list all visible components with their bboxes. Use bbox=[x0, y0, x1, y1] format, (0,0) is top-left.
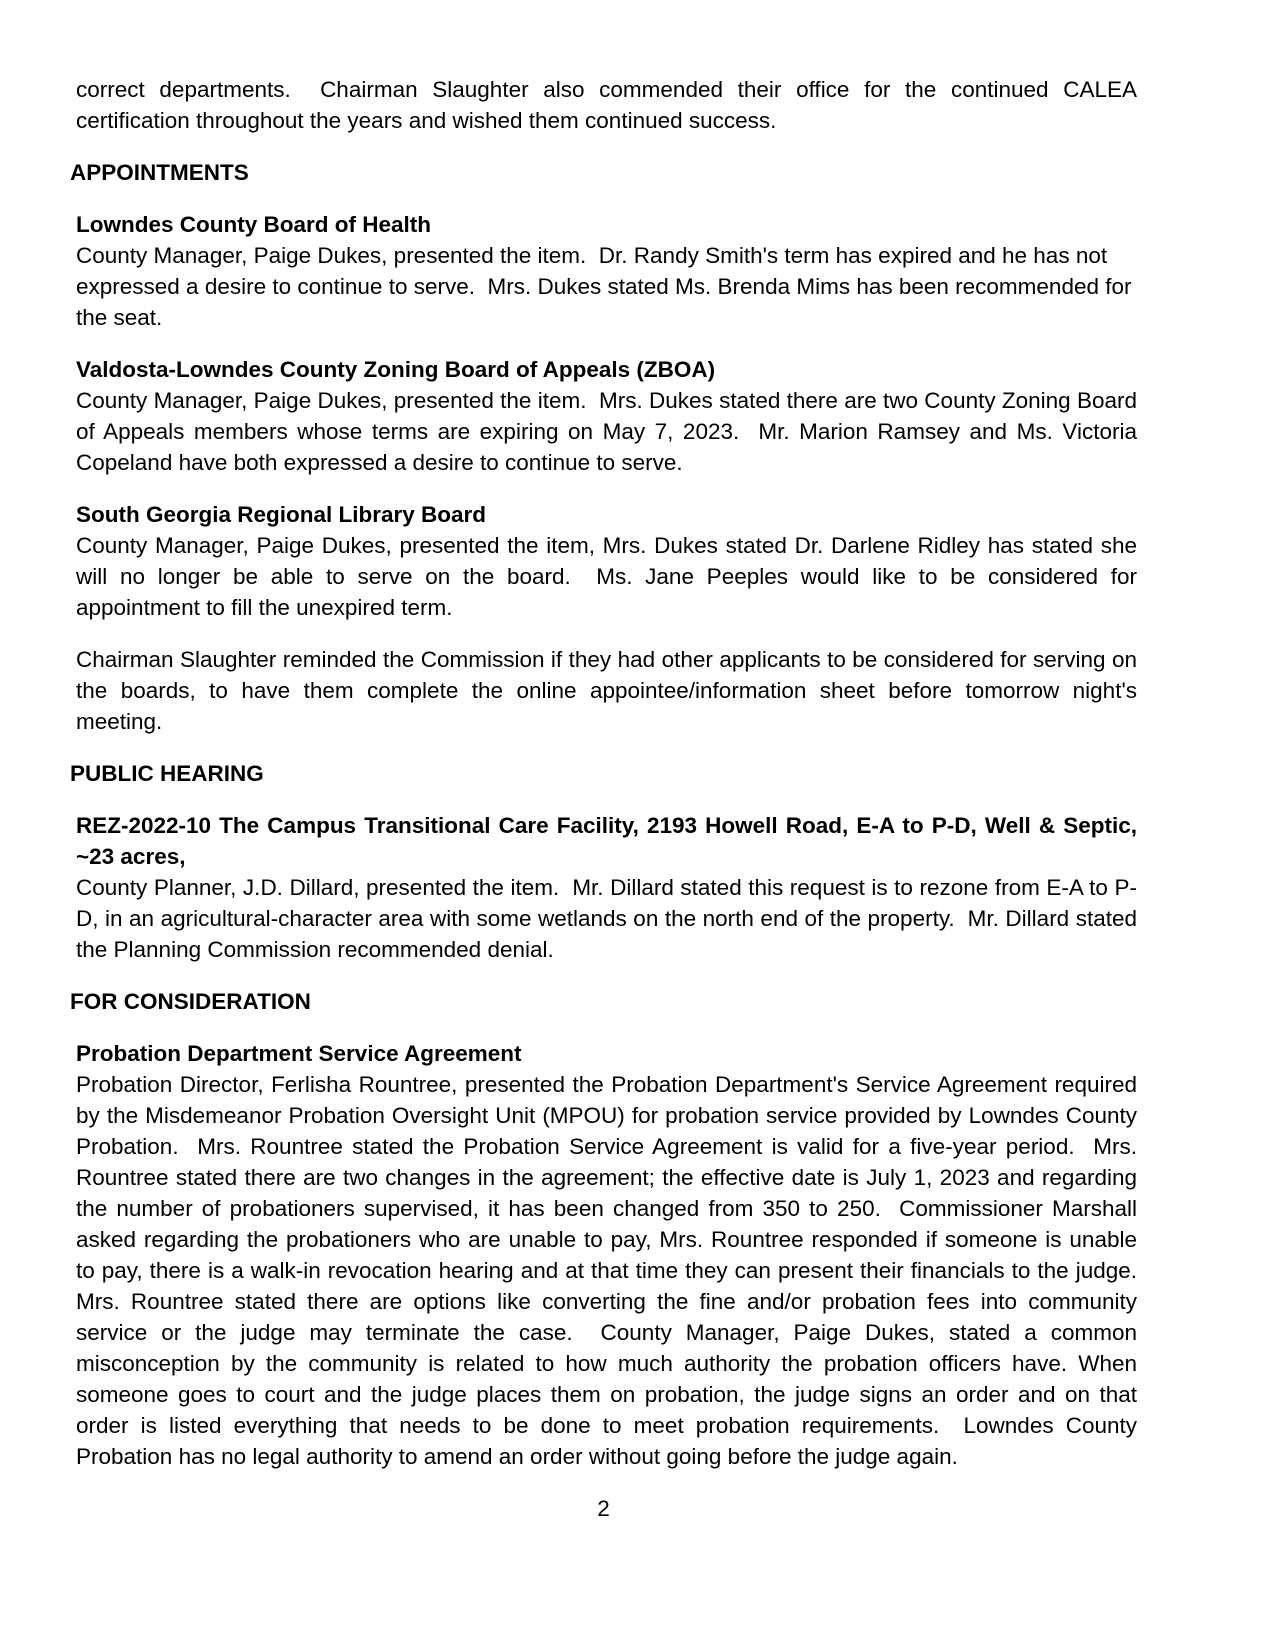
appointment-item-zboa bbox=[70, 354, 1144, 478]
appointment-item-library-board bbox=[70, 499, 1144, 623]
appointment-item-board-of-health bbox=[70, 209, 1137, 333]
section-heading-appointments: APPOINTMENTS bbox=[70, 160, 249, 185]
item-body: Probation Director, Ferlisha Rountree, presented the Probation Department's Service Agreement required by the Misdemeanor Probation Oversight Unit (MPOU) for probation service provided by Lowndes County Probation. Mrs. Rountree stated the Probation Service Agreement is valid for a five-year period. Mrs. Rountree stated there are two changes in the agreement; the effective date is July 1, 2023 and regarding the number of probationers supervised, it has been changed from 350 to 250. Commissioner Marshall asked regarding the probationers who are unable to pay, Mrs. Rountree responded if someone is unable to pay, there is a walk-in revocation hearing and at that time they can present their financials to the judge. Mrs. Rountree stated there are options like converting the fine and/or probation fees into community service or the judge may terminate the case. County Manager, Paige Dukes, stated a common misconception by the community is related to how much authority the probation officers have. When someone goes to court and the judge places them on probation, the judge signs an order and on that order is listed everything that needs to be done to meet probation requirements. Lowndes County Probation has no legal authority to amend an order without going before the judge again. bbox=[76, 1072, 1150, 1469]
item-body: County Manager, Paige Dukes, presented the item, Mrs. Dukes stated Dr. Darlene Ridley has stated she will no longer be able to serve on the board. Ms. Jane Peeples would like to be considered for appointment to fill the unexpired term. bbox=[76, 533, 1144, 620]
intro-paragraph: correct departments. Chairman Slaughter also commended their office for the continued CALEA certification throughout the years and wished them continued success. bbox=[76, 77, 1144, 133]
section-heading-public-hearing: PUBLIC HEARING bbox=[70, 761, 264, 786]
item-title: REZ-2022-10 The Campus Transitional Care Facility, 2193 Howell Road, E-A to P-D, Well & Septic, ~23 acres, bbox=[76, 813, 1144, 869]
appointments-closing-paragraph: Chairman Slaughter reminded the Commission if they had other applicants to be considered for serving on the boards, to have them complete the online appointee/information sheet before tomorrow night's meeting. bbox=[76, 647, 1144, 734]
item-body: County Manager, Paige Dukes, presented the item. Dr. Randy Smith's term has expired and he has not expressed a desire to continue to serve. Mrs. Dukes stated Ms. Brenda Mims has been recommended for the seat. bbox=[76, 243, 1138, 330]
item-body: County Manager, Paige Dukes, presented the item. Mrs. Dukes stated there are two County Zoning Board of Appeals members whose terms are expiring on May 7, 2023. Mr. Marion Ramsey and Ms. Victoria Copeland have both expressed a desire to continue to serve. bbox=[76, 388, 1144, 475]
consideration-item-probation-agreement bbox=[70, 1038, 1150, 1472]
item-title: Valdosta-Lowndes County Zoning Board of Appeals (ZBOA) bbox=[76, 357, 716, 382]
item-body: County Planner, J.D. Dillard, presented the item. Mr. Dillard stated this request is to rezone from E-A to P-D, in an agricultural-character area with some wetlands on the north end of the property. Mr. Dillard stated the Planning Commission recommended denial. bbox=[76, 875, 1144, 962]
item-title: Lowndes County Board of Health bbox=[76, 212, 432, 237]
section-heading-for-consideration: FOR CONSIDERATION bbox=[70, 989, 311, 1014]
page-number: 2 bbox=[597, 1496, 610, 1521]
item-title: Probation Department Service Agreement bbox=[76, 1041, 522, 1066]
public-hearing-item-rez-2022-10 bbox=[70, 810, 1144, 965]
item-title: South Georgia Regional Library Board bbox=[76, 502, 487, 527]
